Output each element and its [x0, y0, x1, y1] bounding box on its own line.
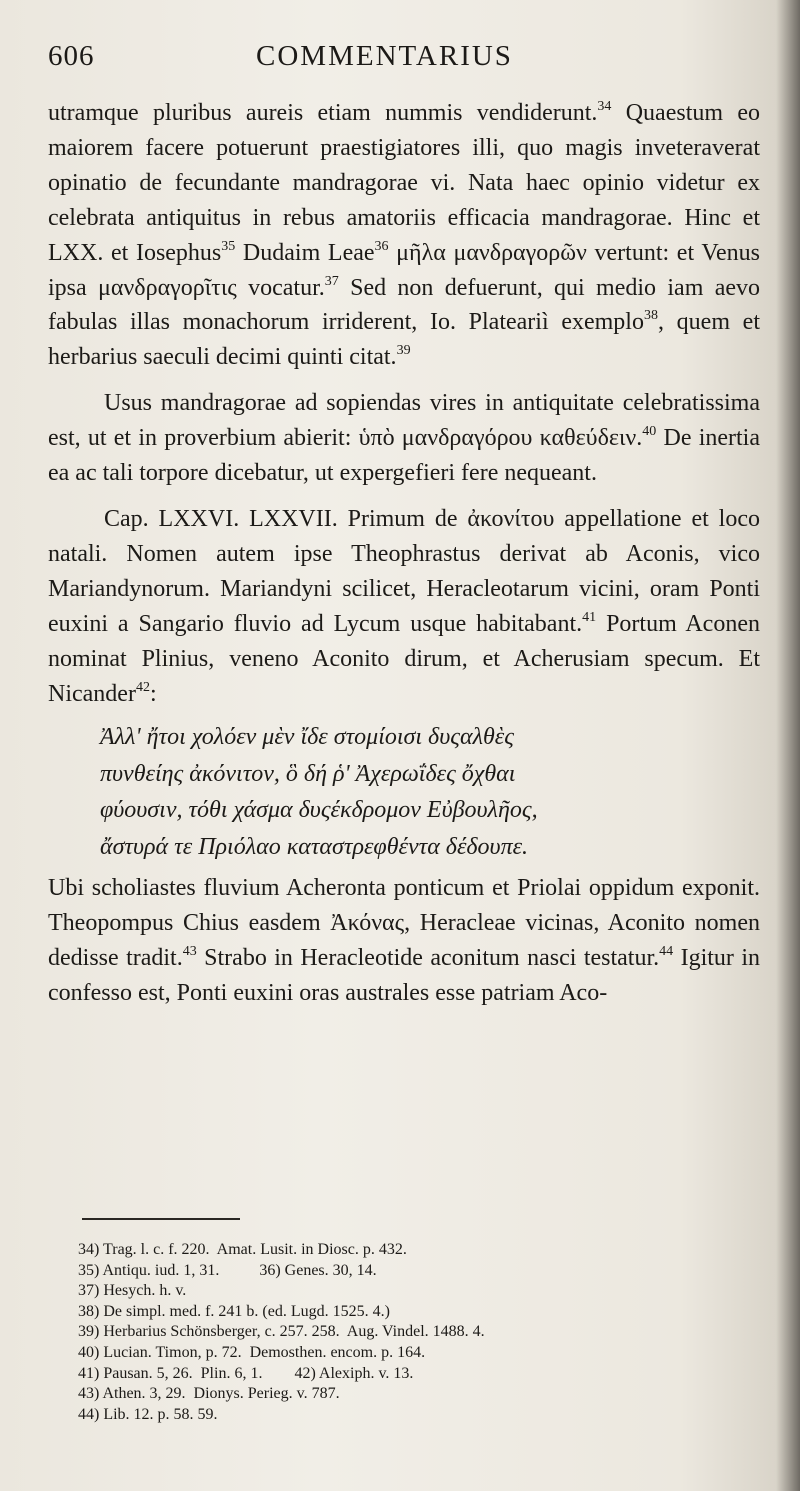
text-run: Strabo in Heracleotide aconitum nasci testatur.: [196, 945, 660, 972]
text-run: Cap. LXXVI. LXXVII. Primum de ἀκονίτου appellatione et loco natali. Nomen autem ipse Theophrastus derivat ab Aconis, vico Mariandynorum. Mariandyni scilicet, Heracleotarum vicini, oram Ponti euxini a Sangario fluvio ad Lycum usque habitabant.: [48, 505, 760, 637]
footnote-ref: 38: [643, 308, 658, 324]
text-run: Sed non defuerunt, qui medio iam aevo fabulas illas monachorum irriderent, Io. Plateariì exemplo: [48, 274, 760, 336]
footnote: 37) Hesych. h. v.: [78, 1282, 187, 1300]
page-header: [48, 40, 788, 80]
footnote-ref: 35: [221, 238, 236, 254]
footnote: 35) Antiqu. iud. 1, 31. 36) Genes. 30, 14.: [78, 1261, 377, 1279]
paragraph-1: [48, 96, 760, 375]
text-run: Igitur in confesso est, Ponti euxini oras australes esse patriam Aco-: [48, 945, 760, 1007]
footnote: 40) Lucian. Timon, p. 72. Demosthen. encom. p. 164.: [78, 1343, 426, 1361]
text-run: Usus mandragorae ad sopiendas vires in antiquitate celebratissima est, ut et in proverbium abierit: ὑπὸ μανδραγόρου καθεύδειν.: [48, 390, 760, 452]
text-run: Portum Aconen nominat Plinius, veneno Aconito dirum, et Acherusiam specum. Et Nicander: [48, 610, 760, 707]
running-title: COMMENTARIUS: [256, 40, 513, 72]
text-run: μῆλα μανδραγορῶν vertunt: et Venus ipsa μανδραγορῖτις vocatur.: [48, 239, 761, 301]
text-run: Quaestum eo maiorem facere potuerunt praestigiatores illi, quo magis inveteraverat opinatio de fecundante mandragorae vi. Nata haec opinio videtur ex celebrata antiquitus in rebus amatoriis efficacia mandragorae. Hinc et LXX. et Iosephus: [48, 100, 760, 266]
footnote-ref: 36: [374, 238, 389, 254]
footnote: 44) Lib. 12. p. 58. 59.: [78, 1405, 218, 1423]
footnote-ref: 43: [182, 944, 197, 960]
paragraph-4: [48, 871, 760, 1011]
footnote-ref: 42: [135, 679, 150, 695]
paragraph-2: [48, 386, 760, 491]
footnotes: [78, 1240, 778, 1425]
footnote: 43) Athen. 3, 29. Dionys. Perieg. v. 787.: [78, 1385, 340, 1403]
footnote-ref: 44: [659, 944, 674, 960]
paragraph-3: [48, 502, 760, 711]
text-run: utramque pluribus aureis etiam nummis vendiderunt.: [48, 100, 598, 126]
footnote: 41) Pausan. 5, 26. Plin. 6, 1. 42) Alexiph. v. 13.: [78, 1364, 414, 1382]
verse-line: Ἀλλ' ἤτοι χολόεν μὲν ἴδε στομίοισι δυςαλθὲς: [100, 724, 514, 751]
footnote: 39) Herbarius Schönsberger, c. 257. 258. Aug. Vindel. 1488. 4.: [78, 1323, 485, 1341]
text-run: :: [149, 680, 157, 707]
footnote-ref: 41: [582, 609, 597, 625]
footnote: 38) De simpl. med. f. 241 b. (ed. Lugd. 1525. 4.): [78, 1302, 390, 1320]
text-run: Dudaim Leae: [235, 239, 375, 266]
verse-line: ἄστυρά τε Πριόλαο καταστρεφθέντα δέδουπε.: [100, 833, 529, 860]
text-run: , quem et herbarius saeculi decimi quinti citat.: [48, 309, 760, 371]
verse-line: φύουσιν, τόθι χάσμα δυςέκδρομον Εὐβουλῆος,: [100, 797, 538, 824]
text-run: De inertia ea ac tali torpore dicebatur, ut expergefieri fere nequeant.: [48, 425, 760, 487]
footnote-ref: 39: [396, 343, 411, 359]
verse-line: πυνθείης ἀκόνιτον, ὃ δή ῥ' Ἀχερωΐδες ὄχθαι: [100, 760, 516, 787]
page-number: 606: [48, 40, 95, 72]
greek-verse-quotation: [100, 719, 760, 865]
footnote-rule: [82, 1218, 240, 1220]
footnote-ref: 37: [324, 273, 339, 289]
footnote-ref: 34: [597, 99, 612, 114]
body-text: [48, 96, 760, 1011]
text-run: Ubi scholiastes fluvium Acheronta ponticum et Priolai oppidum exponit. Theopompus Chius easdem Ἀκόνας, Heracleae vicinas, Aconito nomen dedisse tradit.: [48, 875, 760, 972]
footnote-ref: 40: [642, 424, 657, 440]
footnote: 34) Trag. l. c. f. 220. Amat. Lusit. in Diosc. p. 432.: [78, 1241, 407, 1258]
